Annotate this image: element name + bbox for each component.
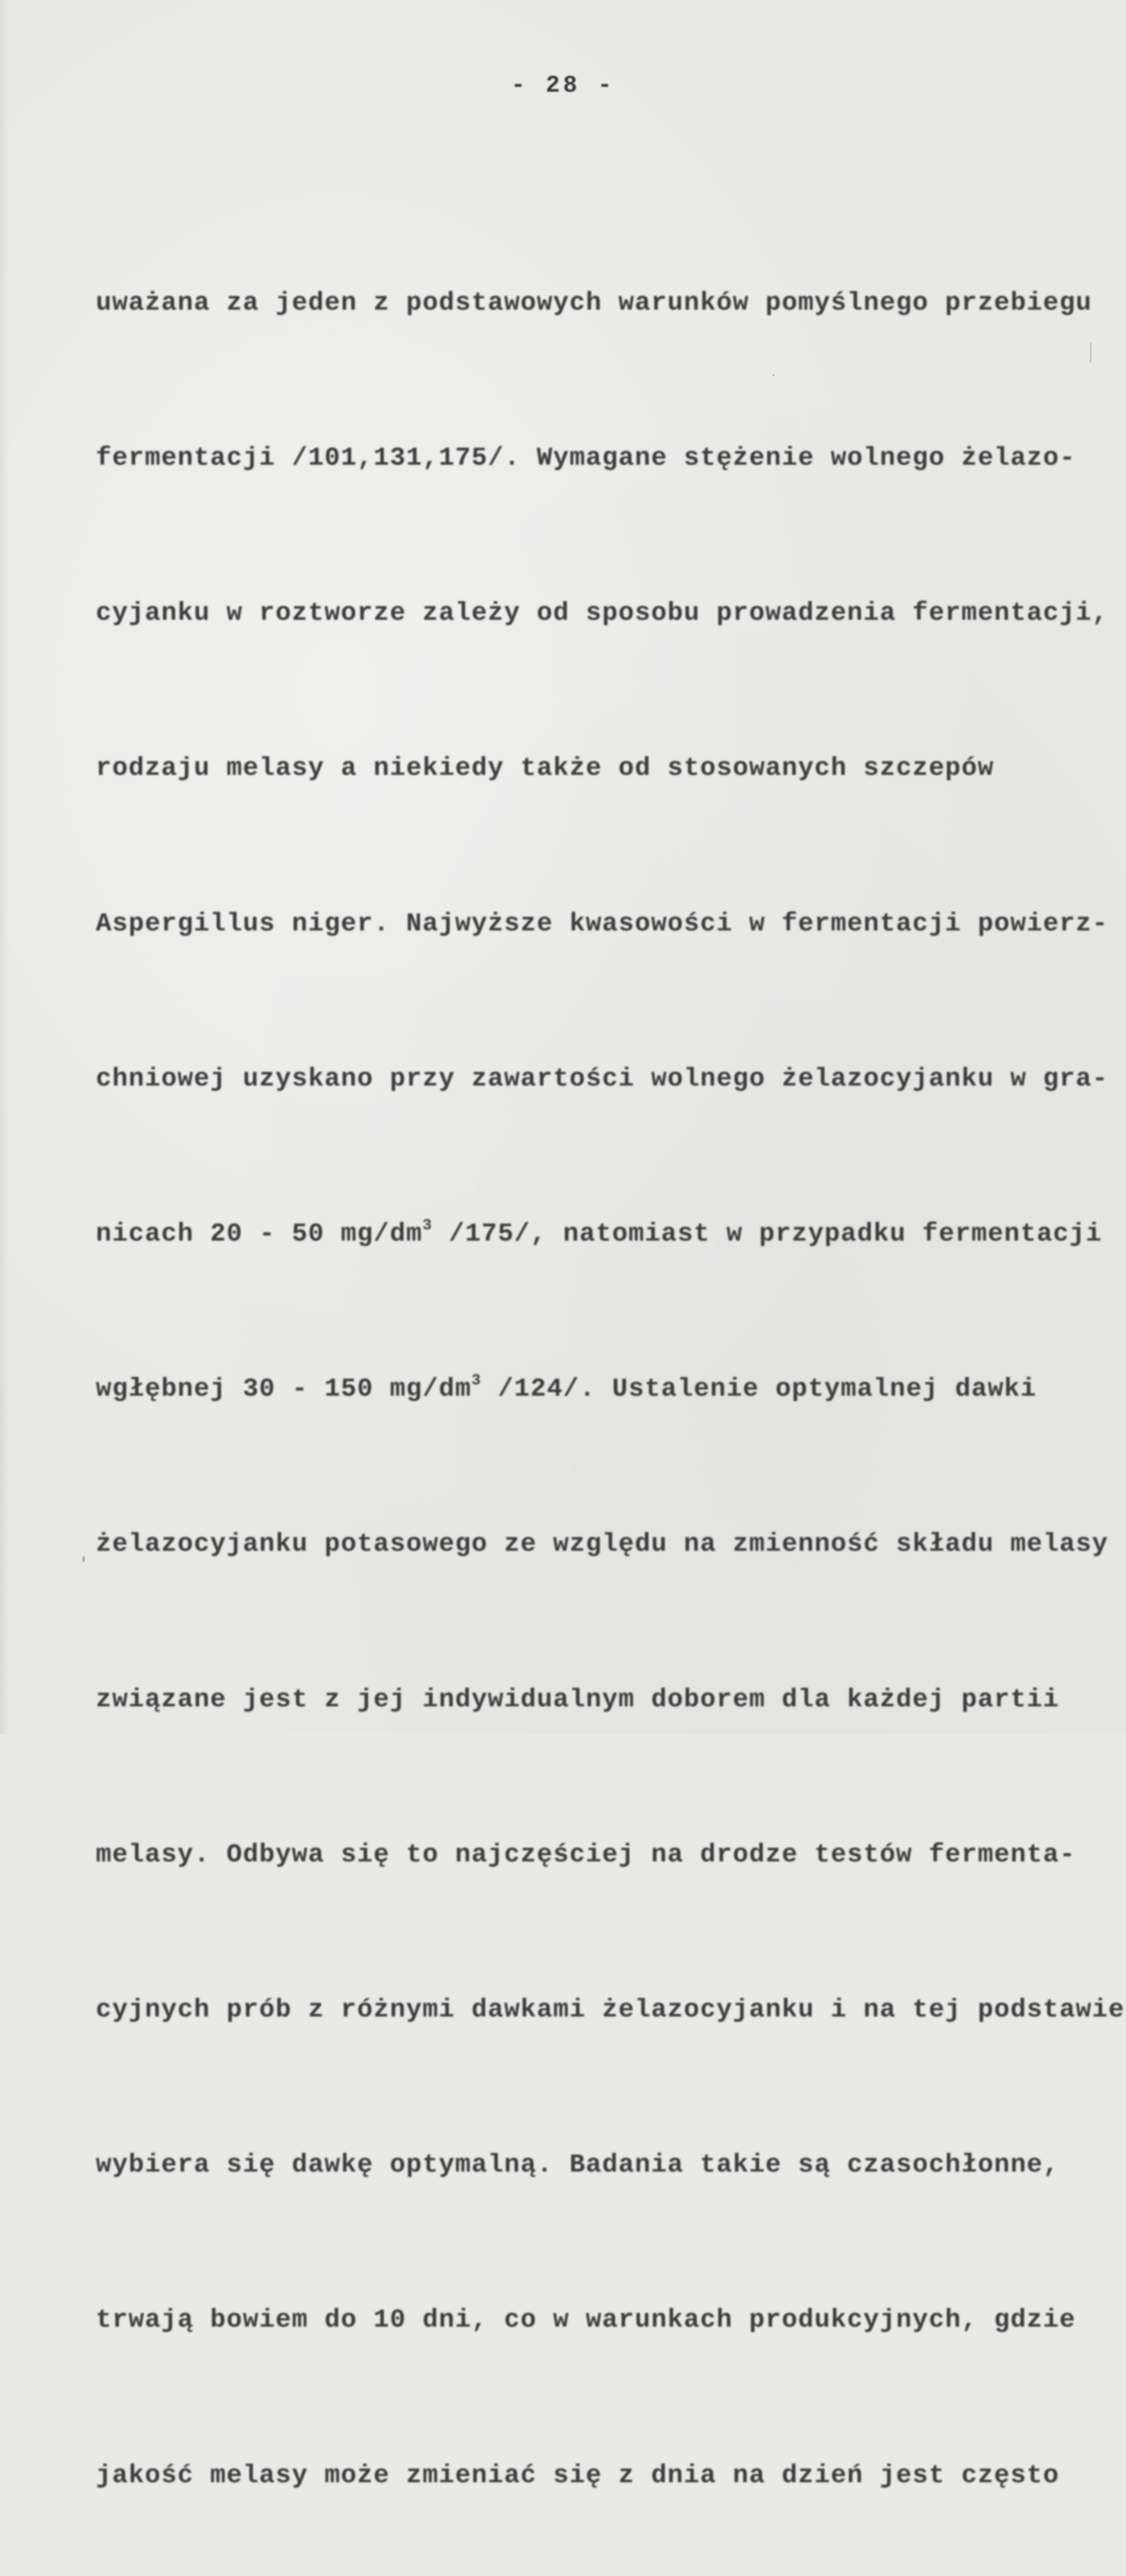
text-fragment: wgłębnej 30 - 150 mg/dm — [96, 1375, 472, 1404]
paper-speck — [82, 1556, 85, 1562]
superscript: 3 — [471, 1372, 482, 1390]
paper-speck — [773, 375, 774, 376]
text-line: fermentacji /101,131,175/. Wymagane stężenie wolnego żelazo- — [96, 444, 1076, 473]
text-line: jakość melasy może zmieniać się z dnia na dzień jest często — [96, 2461, 1060, 2490]
text-line: uważana za jeden z podstawowych warunków pomyślnego przebiegu — [96, 288, 1093, 318]
text-fragment: /175/, natomiast w przypadku fermentacji — [432, 1219, 1102, 1249]
text-line: cyjnych prób z różnymi dawkami żelazocyjanku i na tej podstawie — [96, 1995, 1125, 2025]
text-line: Aspergillus niger. Najwyższe kwasowości w fermentacji powierz- — [96, 909, 1108, 939]
text-line: wybiera się dawkę optymalną. Badania takie są czasochłonne, — [96, 2150, 1060, 2180]
text-line: trwają bowiem do 10 dni, co w warunkach produkcyjnych, gdzie — [96, 2306, 1076, 2335]
body-text — [96, 174, 1125, 2576]
text-line: melasy. Odbywa się to najczęściej na drodze testów fermenta- — [96, 1840, 1076, 1870]
text-line — [96, 1364, 1121, 1415]
text-line: cyjanku w roztworze zależy od sposobu prowadzenia fermentacji, — [96, 599, 1108, 629]
page-number: - 28 - — [511, 72, 615, 99]
text-line: związane jest z jej indywidualnym doborem dla każdej partii — [96, 1685, 1060, 1715]
text-line: rodzaju melasy a niekiedy także od stosowanych szczepów — [96, 754, 994, 784]
paper-speck — [1090, 343, 1091, 363]
superscript: 3 — [422, 1217, 433, 1235]
text-line — [96, 1209, 1121, 1260]
text-line: chniowej uzyskano przy zawartości wolnego żelazocyjanku w gra- — [96, 1064, 1108, 1094]
text-line: żelazocyjanku potasowego ze względu na zmienność składu melasy — [96, 1530, 1108, 1560]
text-fragment: /124/. Ustalenie optymalnej dawki — [481, 1375, 1037, 1404]
text-fragment: nicach 20 - 50 mg/dm — [96, 1219, 423, 1249]
